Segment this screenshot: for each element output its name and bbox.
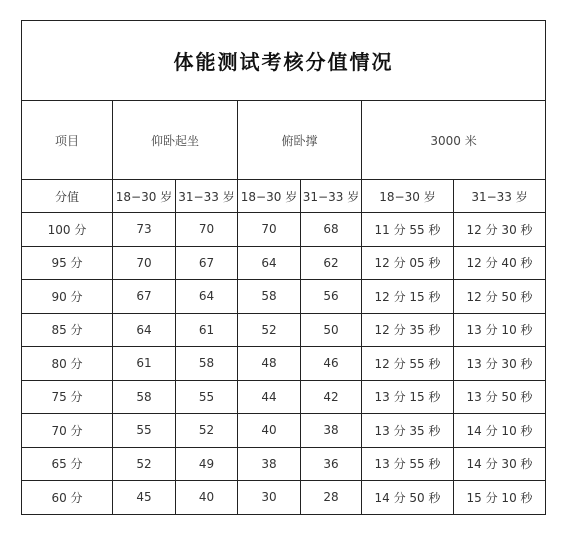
- cell-score: 65 分: [22, 447, 113, 481]
- cell-situps-31-33: 49: [176, 447, 238, 481]
- cell-run-31-33: 15 分 10 秒: [454, 481, 546, 515]
- cell-score: 75 分: [22, 380, 113, 414]
- cell-situps-31-33: 52: [176, 414, 238, 448]
- cell-pushups-31-33: 56: [301, 280, 362, 314]
- cell-pushups-31-33: 28: [301, 481, 362, 515]
- table-row: [22, 481, 546, 515]
- cell-situps-18-30: 52: [113, 447, 176, 481]
- cell-pushups-31-33: 36: [301, 447, 362, 481]
- cell-run-18-30: 12 分 15 秒: [362, 280, 454, 314]
- sub-header-pushups-31-33: 31−33 岁: [301, 180, 362, 213]
- cell-run-18-30: 13 分 35 秒: [362, 414, 454, 448]
- cell-run-31-33: 12 分 50 秒: [454, 280, 546, 314]
- cell-pushups-31-33: 62: [301, 246, 362, 280]
- cell-pushups-18-30: 38: [238, 447, 301, 481]
- cell-situps-18-30: 58: [113, 380, 176, 414]
- sub-header-situps-31-33: 31−33 岁: [176, 180, 238, 213]
- cell-pushups-18-30: 44: [238, 380, 301, 414]
- cell-pushups-18-30: 40: [238, 414, 301, 448]
- cell-run-31-33: 12 分 40 秒: [454, 246, 546, 280]
- cell-run-18-30: 14 分 50 秒: [362, 481, 454, 515]
- cell-situps-31-33: 58: [176, 347, 238, 381]
- cell-pushups-31-33: 50: [301, 313, 362, 347]
- cell-pushups-31-33: 68: [301, 213, 362, 247]
- cell-score: 60 分: [22, 481, 113, 515]
- cell-pushups-18-30: 30: [238, 481, 301, 515]
- table-row: [22, 447, 546, 481]
- cell-situps-31-33: 70: [176, 213, 238, 247]
- score-table: [21, 20, 546, 515]
- cell-pushups-31-33: 42: [301, 380, 362, 414]
- cell-score: 70 分: [22, 414, 113, 448]
- table-row: [22, 347, 546, 381]
- cell-pushups-18-30: 64: [238, 246, 301, 280]
- cell-score: 80 分: [22, 347, 113, 381]
- cell-situps-31-33: 40: [176, 481, 238, 515]
- cell-run-31-33: 13 分 30 秒: [454, 347, 546, 381]
- cell-situps-18-30: 61: [113, 347, 176, 381]
- cell-run-18-30: 12 分 35 秒: [362, 313, 454, 347]
- header-pushups: 俯卧撑: [238, 101, 362, 180]
- table-row: [22, 313, 546, 347]
- title-row: [22, 21, 546, 101]
- cell-situps-18-30: 55: [113, 414, 176, 448]
- sub-header-row: [22, 180, 546, 213]
- header-row: [22, 101, 546, 180]
- cell-score: 90 分: [22, 280, 113, 314]
- cell-score: 100 分: [22, 213, 113, 247]
- table-row: [22, 213, 546, 247]
- cell-situps-31-33: 55: [176, 380, 238, 414]
- cell-run-18-30: 12 分 55 秒: [362, 347, 454, 381]
- table-row: [22, 414, 546, 448]
- cell-run-31-33: 13 分 50 秒: [454, 380, 546, 414]
- cell-pushups-31-33: 46: [301, 347, 362, 381]
- sub-header-score: 分值: [22, 180, 113, 213]
- cell-run-18-30: 13 分 15 秒: [362, 380, 454, 414]
- cell-pushups-18-30: 70: [238, 213, 301, 247]
- table-row: [22, 380, 546, 414]
- header-situps: 仰卧起坐: [113, 101, 238, 180]
- cell-pushups-18-30: 48: [238, 347, 301, 381]
- cell-run-18-30: 13 分 55 秒: [362, 447, 454, 481]
- cell-situps-31-33: 64: [176, 280, 238, 314]
- table-title: 体能测试考核分值情况: [22, 21, 546, 101]
- cell-pushups-31-33: 38: [301, 414, 362, 448]
- cell-situps-18-30: 64: [113, 313, 176, 347]
- cell-run-31-33: 13 分 10 秒: [454, 313, 546, 347]
- header-run: 3000 米: [362, 101, 546, 180]
- table-row: [22, 246, 546, 280]
- cell-situps-18-30: 67: [113, 280, 176, 314]
- cell-situps-18-30: 70: [113, 246, 176, 280]
- sub-header-run-18-30: 18−30 岁: [362, 180, 454, 213]
- sub-header-situps-18-30: 18−30 岁: [113, 180, 176, 213]
- cell-run-18-30: 11 分 55 秒: [362, 213, 454, 247]
- cell-run-31-33: 14 分 30 秒: [454, 447, 546, 481]
- cell-score: 95 分: [22, 246, 113, 280]
- cell-score: 85 分: [22, 313, 113, 347]
- cell-situps-18-30: 73: [113, 213, 176, 247]
- cell-situps-31-33: 61: [176, 313, 238, 347]
- sub-header-pushups-18-30: 18−30 岁: [238, 180, 301, 213]
- cell-pushups-18-30: 58: [238, 280, 301, 314]
- table-row: [22, 280, 546, 314]
- cell-run-18-30: 12 分 05 秒: [362, 246, 454, 280]
- sub-header-run-31-33: 31−33 岁: [454, 180, 546, 213]
- cell-run-31-33: 14 分 10 秒: [454, 414, 546, 448]
- header-item: 项目: [22, 101, 113, 180]
- cell-run-31-33: 12 分 30 秒: [454, 213, 546, 247]
- cell-situps-31-33: 67: [176, 246, 238, 280]
- cell-situps-18-30: 45: [113, 481, 176, 515]
- cell-pushups-18-30: 52: [238, 313, 301, 347]
